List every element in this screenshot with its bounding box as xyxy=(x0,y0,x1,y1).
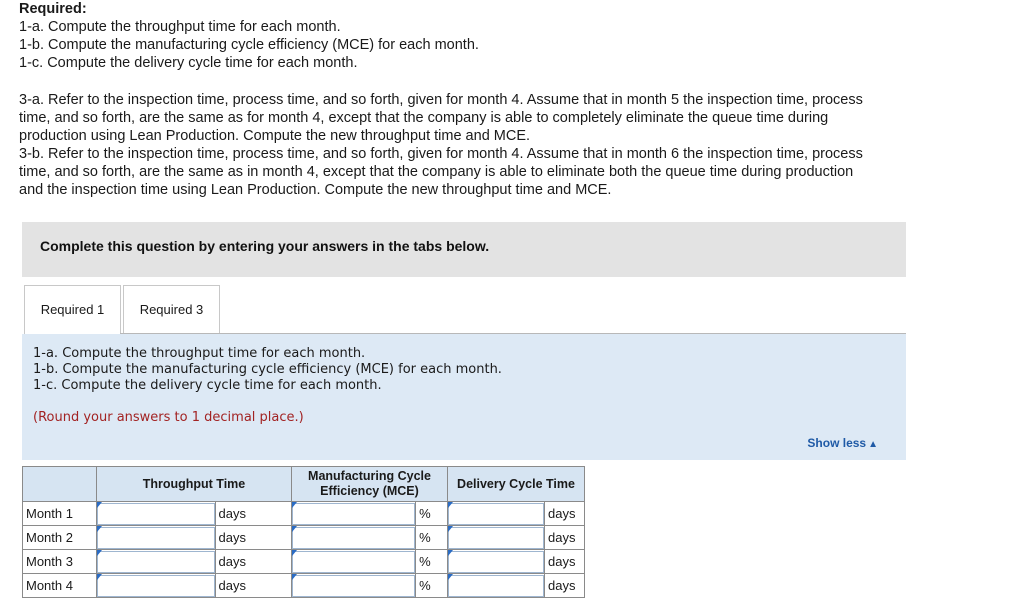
unit-days: days xyxy=(215,526,291,550)
unit-days: days xyxy=(545,502,585,526)
required-line: 3-a. Refer to the inspection time, process time, and so forth, given for month 4. Assume that in month 5 the inspection time, process xyxy=(19,92,863,108)
throughput-cell xyxy=(97,502,216,526)
mce-input-month-1[interactable] xyxy=(292,503,415,525)
unit-days: days xyxy=(215,502,291,526)
mce-input-month-2[interactable] xyxy=(292,527,415,549)
required-line: and the inspection time using Lean Production. Compute the new throughput time and MCE. xyxy=(19,182,612,198)
mce-cell xyxy=(292,502,416,526)
unit-days: days xyxy=(545,550,585,574)
required-line: time, and so forth, are the same as for month 4, except that the company is able to completely eliminate the queue time during xyxy=(19,110,829,126)
row-label: Month 4 xyxy=(23,574,97,598)
answer-table xyxy=(22,466,585,598)
panel-line: 1-b. Compute the manufacturing cycle efficiency (MCE) for each month. xyxy=(33,362,502,377)
delivery-input-month-4[interactable] xyxy=(448,575,544,597)
tab-required-1[interactable]: Required 1 xyxy=(24,285,121,336)
unit-days: days xyxy=(215,550,291,574)
throughput-cell xyxy=(97,526,216,550)
input-corner-flag-icon xyxy=(292,502,297,508)
unit-percent: % xyxy=(416,502,448,526)
row-label: Month 1 xyxy=(23,502,97,526)
panel-line: 1-a. Compute the throughput time for each month. xyxy=(33,346,366,361)
table-header-row xyxy=(23,467,585,502)
delivery-cell xyxy=(448,574,545,598)
required-line: production using Lean Production. Compute the new throughput time and MCE. xyxy=(19,128,531,144)
input-corner-flag-icon xyxy=(448,526,453,532)
unit-days: days xyxy=(545,526,585,550)
triangle-up-icon: ▲ xyxy=(868,439,878,450)
input-corner-flag-icon xyxy=(448,550,453,556)
table-row xyxy=(23,502,585,526)
required-line: time, and so forth, are the same as in month 4, except that the company is able to eliminate both the queue time during production xyxy=(19,164,854,180)
panel-line: 1-c. Compute the delivery cycle time for each month. xyxy=(33,378,382,393)
mce-cell xyxy=(292,550,416,574)
input-corner-flag-icon xyxy=(97,526,102,532)
required-line: 3-b. Refer to the inspection time, process time, and so forth, given for month 4. Assume that in month 6 the inspection time, process xyxy=(19,146,863,162)
unit-percent: % xyxy=(416,526,448,550)
throughput-input-month-1[interactable] xyxy=(97,503,215,525)
header-mce: Manufacturing Cycle Efficiency (MCE) xyxy=(292,467,448,502)
unit-percent: % xyxy=(416,550,448,574)
delivery-input-month-2[interactable] xyxy=(448,527,544,549)
delivery-cell xyxy=(448,526,545,550)
unit-days: days xyxy=(545,574,585,598)
input-corner-flag-icon xyxy=(292,574,297,580)
table-row xyxy=(23,550,585,574)
input-corner-flag-icon xyxy=(292,526,297,532)
required-line: 1-c. Compute the delivery cycle time for each month. xyxy=(19,55,358,71)
throughput-cell xyxy=(97,574,216,598)
tab-content-panel xyxy=(22,334,906,460)
input-corner-flag-icon xyxy=(448,502,453,508)
show-less-label: Show less xyxy=(807,436,867,450)
panel-instructions xyxy=(33,346,502,394)
input-corner-flag-icon xyxy=(97,550,102,556)
input-corner-flag-icon xyxy=(448,574,453,580)
required-line: 1-b. Compute the manufacturing cycle efficiency (MCE) for each month. xyxy=(19,37,479,53)
required-line: 1-a. Compute the throughput time for each month. xyxy=(19,19,341,35)
tab-required-3[interactable]: Required 3 xyxy=(123,285,220,334)
unit-percent: % xyxy=(416,574,448,598)
throughput-cell xyxy=(97,550,216,574)
instructions-banner xyxy=(22,222,906,277)
header-delivery-cycle-time: Delivery Cycle Time xyxy=(448,467,585,502)
rounding-note: (Round your answers to 1 decimal place.) xyxy=(33,410,304,425)
delivery-input-month-1[interactable] xyxy=(448,503,544,525)
header-corner xyxy=(23,467,97,502)
row-label: Month 2 xyxy=(23,526,97,550)
mce-cell xyxy=(292,526,416,550)
table-row xyxy=(23,574,585,598)
throughput-input-month-2[interactable] xyxy=(97,527,215,549)
required-section xyxy=(19,0,999,199)
delivery-input-month-3[interactable] xyxy=(448,551,544,573)
table-row xyxy=(23,526,585,550)
throughput-input-month-3[interactable] xyxy=(97,551,215,573)
mce-cell xyxy=(292,574,416,598)
throughput-input-month-4[interactable] xyxy=(97,575,215,597)
row-label: Month 3 xyxy=(23,550,97,574)
delivery-cell xyxy=(448,550,545,574)
banner-text: Complete this question by entering your answers in the tabs below. xyxy=(40,238,490,254)
input-corner-flag-icon xyxy=(97,502,102,508)
show-less-link[interactable] xyxy=(807,436,878,450)
mce-input-month-4[interactable] xyxy=(292,575,415,597)
mce-input-month-3[interactable] xyxy=(292,551,415,573)
delivery-cell xyxy=(448,502,545,526)
required-title: Required: xyxy=(19,1,87,17)
header-throughput-time: Throughput Time xyxy=(97,467,292,502)
unit-days: days xyxy=(215,574,291,598)
input-corner-flag-icon xyxy=(292,550,297,556)
input-corner-flag-icon xyxy=(97,574,102,580)
